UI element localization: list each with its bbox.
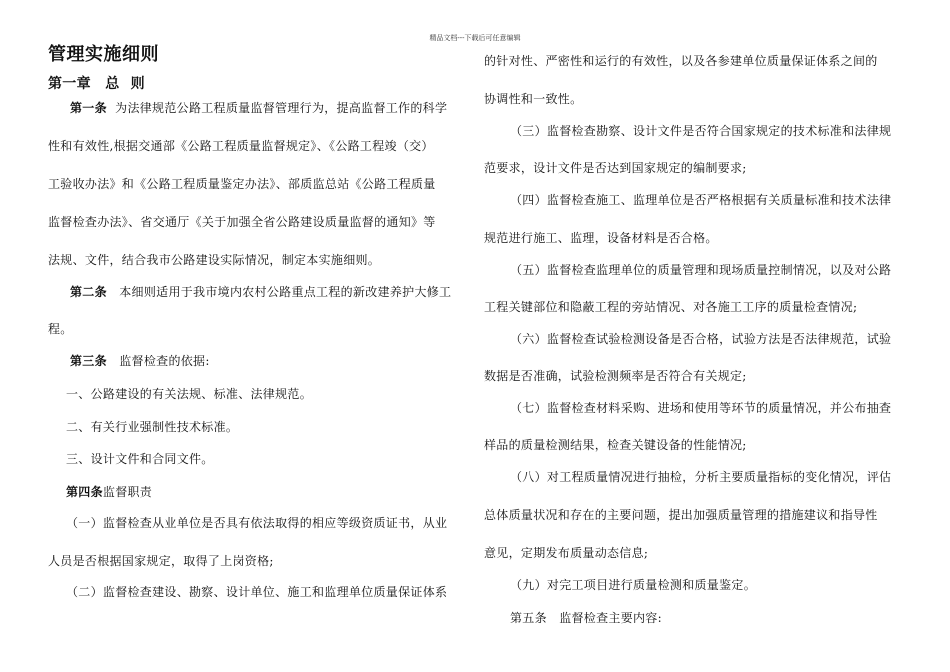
right-line-12: 样品的质量检测结果，检查关键设备的性能情况; xyxy=(484,438,747,452)
article-2-line-1 xyxy=(70,285,451,299)
right-line-3: （三）监督检查勘察、设计文件是否符合国家规定的技术标准和法律规 xyxy=(510,124,892,138)
basis-item-2: 二、有关行业强制性技术标准。 xyxy=(66,420,239,434)
article-1-line-5: 法规、文件，结合我市公路建设实际情况，制定本实施细则。 xyxy=(48,253,381,267)
right-line-17: 第五条 监督检查主要内容: xyxy=(510,611,662,625)
article-4-line-1 xyxy=(66,485,152,499)
article-1-line-3: 工验收办法》和《公路工程质量鉴定办法》、部质监总站《公路工程质量 xyxy=(48,177,436,191)
right-line-11: （七）监督检查材料采购、进场和使用等环节的质量情况，并公布抽查 xyxy=(510,401,892,415)
article-4-label: 第四条 xyxy=(66,485,103,499)
article-1-line-4: 监督检查办法》、省交通厅《关于加强全省公路建设质量监督的通知》等 xyxy=(48,215,436,229)
article-3-label: 第三条 xyxy=(70,354,107,368)
right-line-5: （四）监督检查施工、监理单位是否严格根据有关质量标准和技术法律 xyxy=(510,193,892,207)
right-line-1: 的针对性、严密性和运行的有效性，以及各参建单位质量保证体系之间的 xyxy=(484,54,878,68)
article-3-line-1 xyxy=(70,354,210,368)
right-line-14: 总体质量状况和存在的主要问题，提出加强质量管理的措施建议和指导性 xyxy=(484,508,878,522)
duty-2-line-1: （二）监督检查建设、勘察、设计单位、施工和监理单位质量保证体系 xyxy=(66,585,448,599)
right-line-13: （八）对工程质量情况进行抽检，分析主要质量指标的变化情况，评估 xyxy=(510,470,892,484)
article-3-text: 监督检查的依据: xyxy=(119,354,210,368)
article-1-line-2: 性和有效性,根据交通部《公路工程质量监督规定》、《公路工程竣（交） xyxy=(48,139,434,153)
article-2-line-2: 程。 xyxy=(48,322,73,336)
duty-1-line-1: （一）监督检查从业单位是否具有依法取得的相应等级资质证书，从业 xyxy=(66,516,448,530)
chapter-heading: 第一章 总 则 xyxy=(48,76,145,92)
basis-item-3: 三、设计文件和合同文件。 xyxy=(66,452,214,466)
page-header: 精品文档---下载后可任意编辑 xyxy=(429,34,521,42)
right-line-15: 意见，定期发布质量动态信息; xyxy=(484,546,649,560)
article-1-label: 第一条 xyxy=(70,101,107,115)
article-1-text: 为法律规范公路工程质量监督管理行为，提高监督工作的科学 xyxy=(115,101,448,115)
right-line-8: 工程关键部位和隐蔽工程的旁站情况、对各施工工序的质量检查情况; xyxy=(484,300,858,314)
article-2-text: 本细则适用于我市境内农村公路重点工程的新改建养护大修工 xyxy=(119,285,452,299)
article-1-line-1 xyxy=(70,101,447,115)
right-line-10: 数据是否准确，试验检测频率是否符合有关规定; xyxy=(484,369,747,383)
right-line-6: 规范进行施工、监理，设备材料是否合格。 xyxy=(484,231,718,245)
right-line-9: （六）监督检查试验检测设备是否合格，试验方法是否法律规范，试验 xyxy=(510,332,892,346)
right-line-2: 协调性和一致性。 xyxy=(484,92,583,106)
right-line-7: （五）监督检查监理单位的质量管理和现场质量控制情况，以及对公路 xyxy=(510,263,892,277)
document-title: 管理实施细则 xyxy=(48,44,159,65)
right-line-4: 范要求，设计文件是否达到国家规定的编制要求; xyxy=(484,161,747,175)
article-4-text: 监督职责 xyxy=(102,485,153,499)
duty-1-line-2: 人员是否根据国家规定，取得了上岗资格; xyxy=(48,554,274,568)
basis-item-1: 一、公路建设的有关法规、标准、法律规范。 xyxy=(66,387,313,401)
article-2-label: 第二条 xyxy=(70,285,107,299)
right-line-16: （九）对完工项目进行质量检测和质量鉴定。 xyxy=(510,578,757,592)
